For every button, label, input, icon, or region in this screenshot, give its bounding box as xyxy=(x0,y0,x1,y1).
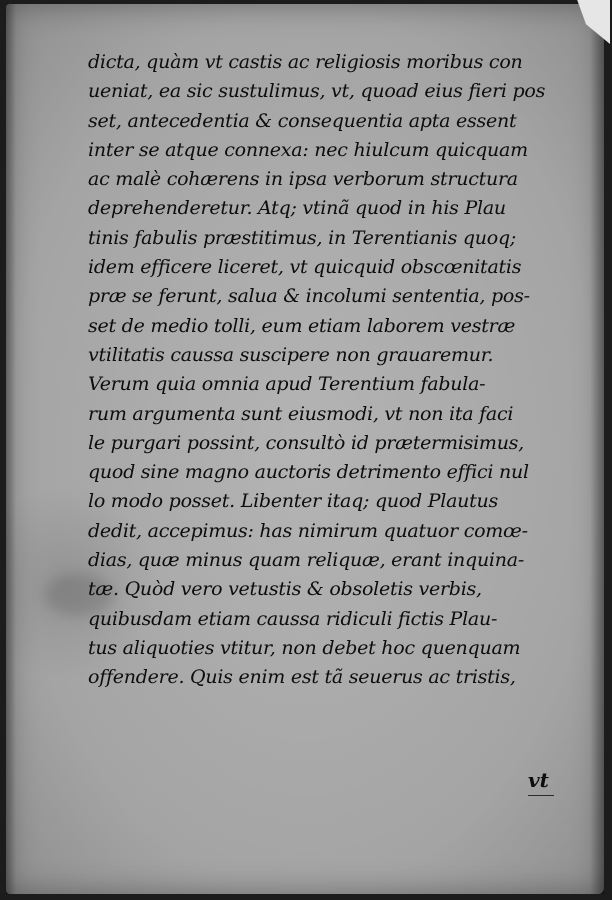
text-line: lo modo posset. Libenter itaq; quod Plautus xyxy=(88,490,499,513)
text-line: Verum quia omnia apud Terentium fabula- xyxy=(88,373,486,396)
text-line: tæ. Quòd vero vetustis & obsoletis verbis, xyxy=(88,578,482,601)
text-line: dicta, quàm vt castis ac religiosis moribus con xyxy=(88,51,523,73)
text-line: rum argumenta sunt eiusmodi, vt non ita faci xyxy=(88,402,514,425)
text-line: offendere. Quis enim est tã seuerus ac tristis, xyxy=(88,666,516,689)
catchword: vt xyxy=(528,768,549,792)
catchword-rule xyxy=(528,795,554,796)
text-line: ueniat, ea sic sustulimus, vt, quoad eius fieri pos xyxy=(88,80,546,103)
text-line: set de medio tolli, eum etiam laborem vestræ xyxy=(88,314,516,337)
text-line: tus aliquoties vtitur, non debet hoc quenquam xyxy=(88,636,521,659)
page-right-shadow xyxy=(590,4,604,894)
page-left-shadow xyxy=(6,4,16,894)
text-line: dedit, accepimus: has nimirum quatuor comœ- xyxy=(88,519,528,542)
text-line: dias, quæ minus quam reliquæ, erant inquina- xyxy=(88,549,524,572)
text-line: deprehenderetur. Atq; vtinã quod in his Plau xyxy=(88,197,506,220)
text-line: tinis fabulis præstitimus, in Terentianis quoq; xyxy=(88,226,517,249)
text-line: præ se ferunt, salua & incolumi sententia, pos- xyxy=(88,285,530,308)
text-line: inter se atque connexa: nec hiulcum quicquam xyxy=(88,138,528,161)
text-line: vtilitatis caussa suscipere non grauaremur. xyxy=(88,343,494,366)
text-line: ac malè cohærens in ipsa verborum structura xyxy=(88,168,518,191)
body-text xyxy=(88,48,568,693)
text-line: idem efficere liceret, vt quicquid obscœnitatis xyxy=(88,256,522,279)
text-line: quibusdam etiam caussa ridiculi fictis Plau- xyxy=(88,607,498,630)
text-line: quod sine magno auctoris detrimento effici nul xyxy=(88,461,529,484)
text-line: set, antecedentia & consequentia apta essent xyxy=(88,109,517,132)
text-line: le purgari possint, consultò id prætermisimus, xyxy=(88,431,524,454)
